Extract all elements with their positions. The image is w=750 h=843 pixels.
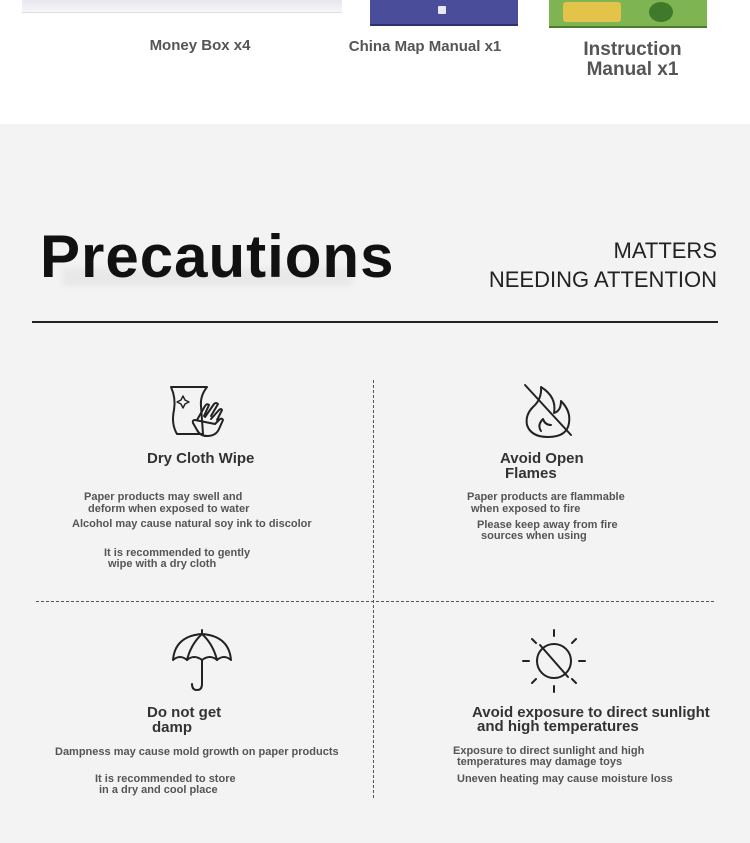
subtitle-line1: MATTERS	[613, 238, 717, 263]
product-strip	[0, 0, 750, 124]
no-fire-icon	[521, 381, 575, 444]
damp-line3: in a dry and cool place	[99, 784, 218, 796]
sunlight-title	[472, 706, 710, 734]
hand-wiping-cloth-icon	[167, 384, 229, 443]
sunlight-title-line1: Avoid exposure to direct sunlight	[472, 704, 710, 721]
open-flames-line3: Please keep away from fire	[477, 519, 618, 531]
instruction-manual-image	[549, 0, 707, 28]
damp-line1: Dampness may cause mold growth on paper products	[55, 746, 339, 758]
instruction-caption	[560, 40, 705, 80]
no-sun-icon	[520, 627, 588, 700]
money-box-caption: Money Box x4	[149, 37, 251, 54]
dry-cloth-title: Dry Cloth Wipe	[147, 450, 255, 467]
sunlight-line3: Uneven heating may cause moisture loss	[457, 773, 673, 785]
umbrella-icon	[171, 628, 233, 697]
dry-cloth-line5: wipe with a dry cloth	[108, 558, 217, 570]
page-subtitle	[489, 236, 717, 294]
instruction-caption-line1: Instruction	[583, 39, 682, 60]
open-flames-line1: Paper products are flammable	[467, 491, 625, 503]
dry-cloth-line4: It is recommended to gently	[104, 547, 251, 559]
china-map-manual-image	[370, 0, 518, 26]
open-flames-line4: sources when using	[481, 530, 587, 542]
open-flames-title-line1: Avoid Open	[500, 450, 584, 467]
damp-title-line2: damp	[152, 719, 193, 736]
dry-cloth-line2: deform when exposed to water	[88, 503, 250, 515]
dry-cloth-line3: Alcohol may cause natural soy ink to discolor	[72, 518, 312, 530]
vertical-divider	[373, 380, 374, 798]
china-map-caption: China Map Manual x1	[348, 38, 502, 55]
sunlight-line1: Exposure to direct sunlight and high	[453, 745, 645, 757]
horizontal-divider	[36, 601, 714, 602]
instruction-caption-line2: Manual x1	[586, 59, 679, 80]
damp-line2: It is recommended to store	[95, 773, 236, 785]
damp-title-line1: Do not get	[147, 704, 222, 721]
damp-title	[147, 705, 221, 735]
open-flames-title-line2: Flames	[505, 465, 557, 482]
subtitle-line2: NEEDING ATTENTION	[488, 267, 717, 292]
sunlight-title-line2: and high temperatures	[477, 718, 639, 735]
money-box-image	[22, 0, 342, 13]
dry-cloth-line1: Paper products may swell and	[84, 491, 243, 503]
page-title: Precautions	[40, 223, 395, 290]
open-flames-line2: when exposed to fire	[471, 503, 581, 515]
sunlight-line2: temperatures may damage toys	[457, 756, 623, 768]
title-rule	[32, 321, 718, 323]
open-flames-title	[500, 451, 584, 481]
